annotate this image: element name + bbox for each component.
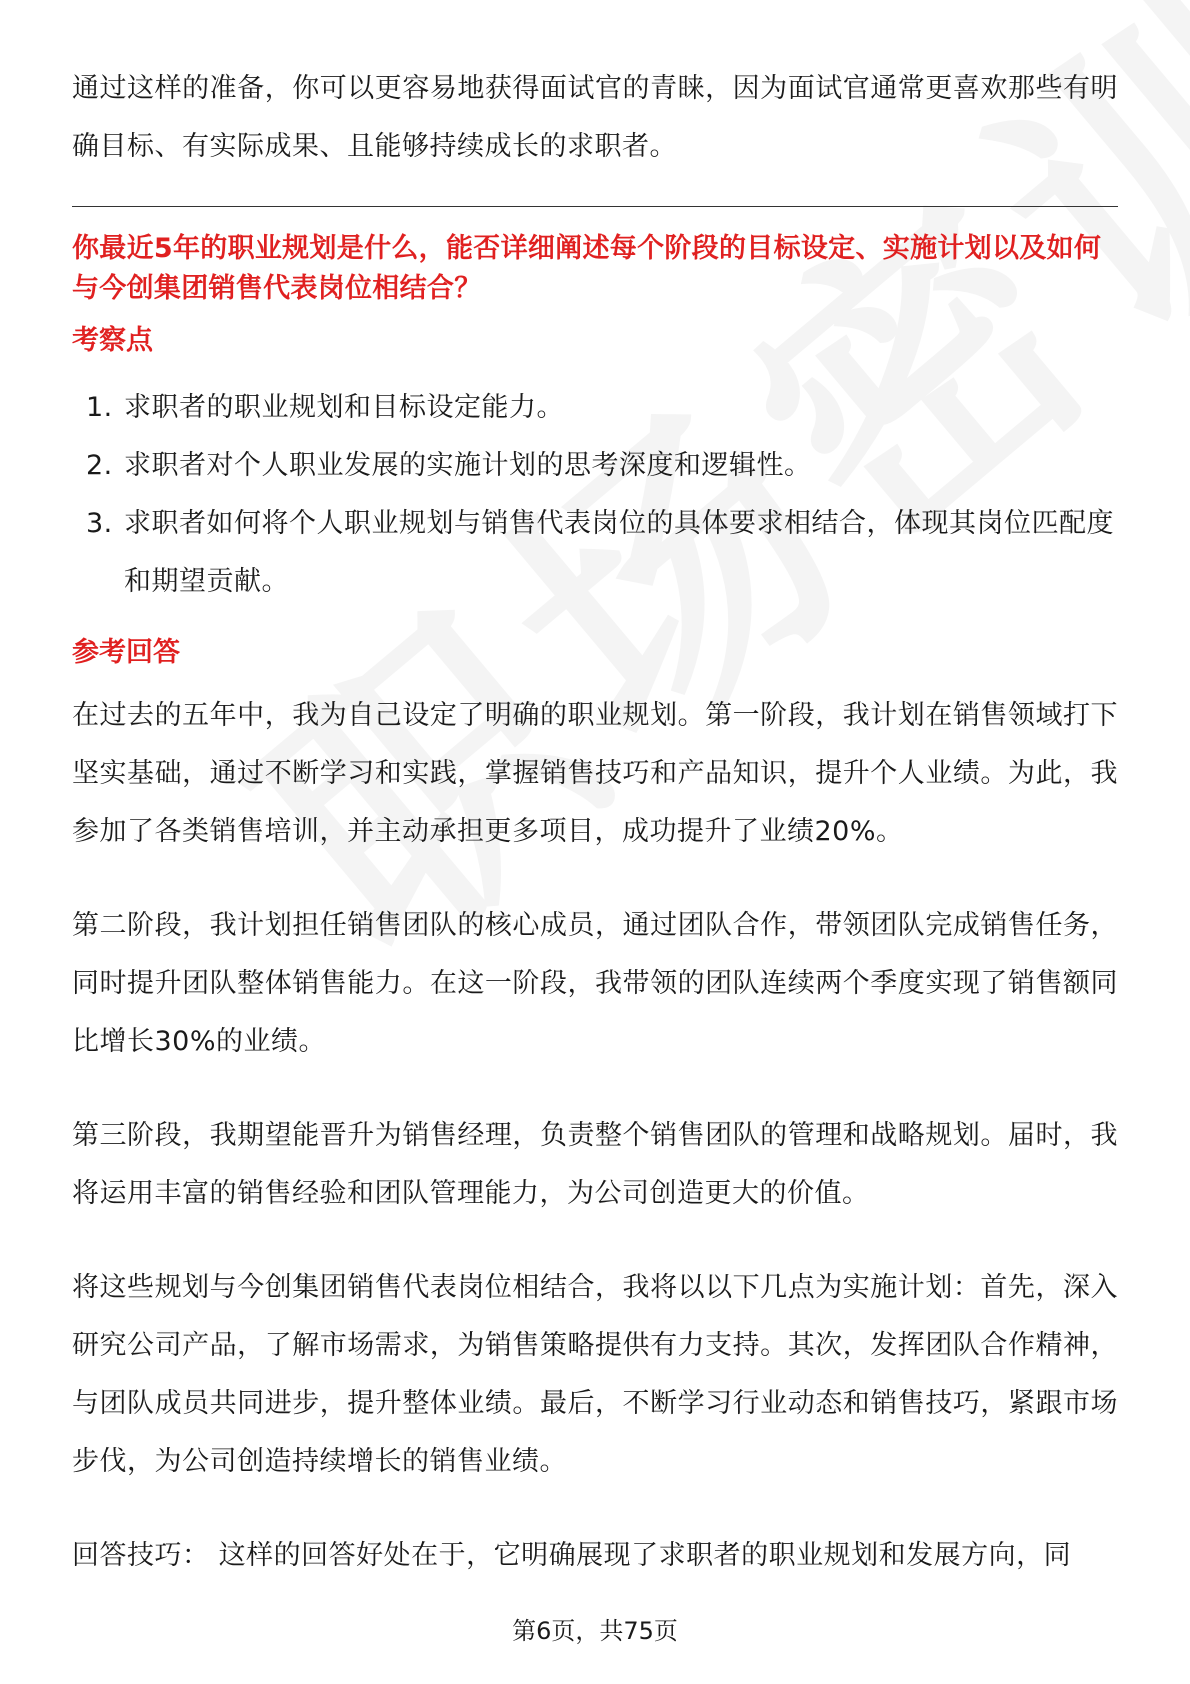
list-item [72,379,1118,437]
list-item-text: 求职者对个人职业发展的实施计划的思考深度和逻辑性。 [124,450,812,481]
list-item [72,437,1118,495]
list-item-number: 2. [86,450,113,481]
list-item-text: 求职者的职业规划和目标设定能力。 [124,392,564,423]
list-item [72,495,1118,611]
answer-paragraph: 在过去的五年中，我为自己设定了明确的职业规划。第一阶段，我计划在销售领域打下坚实基础，通过不断学习和实践，掌握销售技巧和产品知识，提升个人业绩。为此，我参加了各类销售培训，并主动承担更多项目，成功提升了业绩20%。 [72,700,1118,847]
answer-paragraph: 第二阶段，我计划担任销售团队的核心成员，通过团队合作，带领团队完成销售任务，同时提升团队整体销售能力。在这一阶段，我带领的团队连续两个季度实现了销售额同比增长30%的业绩。 [72,910,1118,1057]
list-item-text: 求职者如何将个人职业规划与销售代表岗位的具体要求相结合，体现其岗位匹配度和期望贡献。 [124,508,1114,597]
answer-paragraph: 第三阶段，我期望能晋升为销售经理，负责整个销售团队的管理和战略规划。届时，我将运用丰富的销售经验和团队管理能力，为公司创造更大的价值。 [72,1120,1118,1209]
page-footer: 第6页，共75页 [512,1617,678,1645]
section-divider [72,206,1118,207]
list-item-number: 3. [86,508,113,539]
assessment-label: 考察点 [72,325,153,356]
question-heading: 你最近5年的职业规划是什么，能否详细阐述每个阶段的目标设定、实施计划以及如何与今创集团销售代表岗位相结合？ [72,233,1102,304]
reference-label: 参考回答 [72,637,180,668]
answer-paragraph: 将这些规划与今创集团销售代表岗位相结合，我将以以下几点为实施计划：首先，深入研究公司产品，了解市场需求，为销售策略提供有力支持。其次，发挥团队合作精神，与团队成员共同进步，提升整体业绩。最后，不断学习行业动态和销售技巧，紧跟市场步伐，为公司创造持续增长的销售业绩。 [72,1272,1118,1477]
assessment-list [72,379,1118,611]
intro-paragraph: 通过这样的准备，你可以更容易地获得面试官的青睐，因为面试官通常更喜欢那些有明确目标、有实际成果、且能够持续成长的求职者。 [72,73,1118,162]
page-content [72,60,1118,1585]
list-item-number: 1. [86,392,113,423]
answer-tips-paragraph: 回答技巧： 这样的回答好处在于，它明确展现了求职者的职业规划和发展方向，同 [72,1540,1072,1571]
